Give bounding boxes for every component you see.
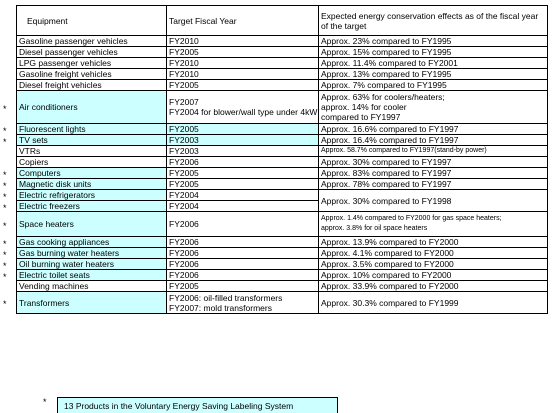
equipment-cell: Transformers [17, 292, 167, 314]
table-row [17, 58, 548, 69]
target-fy-cell: FY2010 [167, 36, 319, 47]
target-fy-cell: FY2004 [167, 201, 319, 212]
table-row [17, 135, 548, 146]
effect-cell: Approx. 58.7% compared to FY1997(stand-by power) [319, 146, 548, 157]
target-fy-cell: FY2005 [167, 168, 319, 179]
target-fy-cell: FY2010 [167, 58, 319, 69]
table-row [17, 69, 548, 80]
table-row [17, 168, 548, 179]
target-fy-cell: FY2005 [167, 124, 319, 135]
effect-cell: Approx. 63% for coolers/heaters; approx. 14% for cooler compared to FY1997 [319, 91, 548, 124]
star-marker: * [3, 299, 7, 309]
effect-cell: Approx. 78% compared to FY1997 [319, 179, 548, 190]
table-row [17, 248, 548, 259]
equipment-cell: Electric toilet seats [17, 270, 167, 281]
target-fy-cell: FY2006 [167, 248, 319, 259]
equipment-cell: Fluorescent lights [17, 124, 167, 135]
effect-cell: Approx. 16.4% compared to FY1997 [319, 135, 548, 146]
target-fy-cell: FY2003 [167, 146, 319, 157]
target-fy-cell: FY2010 [167, 69, 319, 80]
equipment-cell: TV sets [17, 135, 167, 146]
equipment-cell: LPG passenger vehicles [17, 58, 167, 69]
equipment-cell: Diesel freight vehicles [17, 80, 167, 91]
equipment-cell: VTRs [17, 146, 167, 157]
star-marker: * [3, 260, 7, 271]
equipment-cell: Gasoline freight vehicles [17, 69, 167, 80]
target-fy-cell: FY2005 [167, 47, 319, 58]
star-marker: * [3, 271, 7, 282]
effect-cell: Approx. 83% compared to FY1997 [319, 168, 548, 179]
effect-cell: Approx. 10% compared to FY2000 [319, 270, 548, 281]
table-row [17, 80, 548, 91]
table-row [17, 146, 548, 157]
equipment-cell: Diesel passenger vehicles [17, 47, 167, 58]
effect-cell: Approx. 16.6% compared to FY1997 [319, 124, 548, 135]
table-row [17, 91, 548, 124]
target-fy-cell: FY2007 FY2004 for blower/wall type under 4kW [167, 91, 319, 124]
table-row [17, 157, 548, 168]
target-fy-cell: FY2005 [167, 179, 319, 190]
table-row [17, 212, 548, 237]
table-row [17, 259, 548, 270]
equipment-cell: Oil burning water heaters [17, 259, 167, 270]
footnote-symbol: * [43, 397, 47, 407]
table-header-row [17, 6, 548, 36]
star-marker: * [3, 169, 7, 180]
equipment-cell: Air conditioners [17, 91, 167, 124]
effect-cell: Approx. 30% compared to FY1997 [319, 157, 548, 168]
target-fy-cell: FY2006 [167, 270, 319, 281]
effect-cell: Approx. 11.4% compared to FY2001 [319, 58, 548, 69]
target-fy-cell: FY2006 [167, 259, 319, 270]
star-marker: * [3, 191, 7, 202]
equipment-cell: Gasoline passenger vehicles [17, 36, 167, 47]
header-expected-effects: Expected energy conservation effects as of the fiscal year of the target [319, 6, 548, 36]
equipment-cell: Electric freezers [17, 201, 167, 212]
star-marker: * [3, 238, 7, 249]
effect-cell: Approx. 1.4% compared to FY2000 for gas space heaters; approx. 3.8% for oil space heaters [319, 212, 548, 237]
effect-cell: Approx. 33.9% compared to FY2000 [319, 281, 548, 292]
target-fy-cell: FY2005 [167, 80, 319, 91]
star-marker: * [3, 180, 7, 191]
equipment-cell: Space heaters [17, 212, 167, 237]
header-target-fiscal-year: Target Fiscal Year [167, 6, 319, 36]
equipment-cell: Copiers [17, 157, 167, 168]
target-fy-cell: FY2004 [167, 190, 319, 201]
equipment-cell: Electric refrigerators [17, 190, 167, 201]
table-row [17, 190, 548, 201]
effect-cell: Approx. 30.3% compared to FY1999 [319, 292, 548, 314]
equipment-cell: Vending machines [17, 281, 167, 292]
effect-cell: Approx. 4.1% compared to FY2000 [319, 248, 548, 259]
header-equipment: Equipment [17, 6, 167, 36]
star-marker: * [3, 249, 7, 260]
effect-cell: Approx. 13.9% compared to FY2000 [319, 237, 548, 248]
table-row [17, 292, 548, 314]
target-fy-cell: FY2006: oil-filled transformers FY2007: mold transformers [167, 292, 319, 314]
target-fy-cell: FY2006 [167, 212, 319, 237]
target-fy-cell: FY2006 [167, 157, 319, 168]
table-row [17, 124, 548, 135]
effect-cell: Approx. 13% compared to FY1995 [319, 69, 548, 80]
star-marker: * [3, 220, 7, 231]
target-fy-cell: FY2003 [167, 135, 319, 146]
star-marker: * [3, 202, 7, 213]
star-marker: * [3, 103, 7, 114]
target-fy-cell: FY2006 [167, 237, 319, 248]
effect-cell: Approx. 7% compared to FY1995 [319, 80, 548, 91]
table-row [17, 281, 548, 292]
footnote-label: 13 Products in the Voluntary Energy Saving Labeling System [57, 397, 338, 413]
table-row [17, 237, 548, 248]
table-row [17, 36, 548, 47]
star-marker: * [3, 125, 7, 136]
equipment-cell: Gas burning water heaters [17, 248, 167, 259]
effect-cell: Approx. 15% compared to FY1995 [319, 47, 548, 58]
table-row [17, 47, 548, 58]
effect-cell: Approx. 3.5% compared to FY2000 [319, 259, 548, 270]
equipment-cell: Magnetic disk units [17, 179, 167, 190]
energy-standards-table [16, 5, 548, 314]
table-row [17, 179, 548, 190]
target-fy-cell: FY2005 [167, 281, 319, 292]
equipment-cell: Computers [17, 168, 167, 179]
effect-cell: Approx. 30% compared to FY1998 [319, 190, 548, 212]
table-row [17, 270, 548, 281]
effect-cell: Approx. 23% compared to FY1995 [319, 36, 548, 47]
equipment-cell: Gas cooking appliances [17, 237, 167, 248]
star-marker: * [3, 136, 7, 147]
